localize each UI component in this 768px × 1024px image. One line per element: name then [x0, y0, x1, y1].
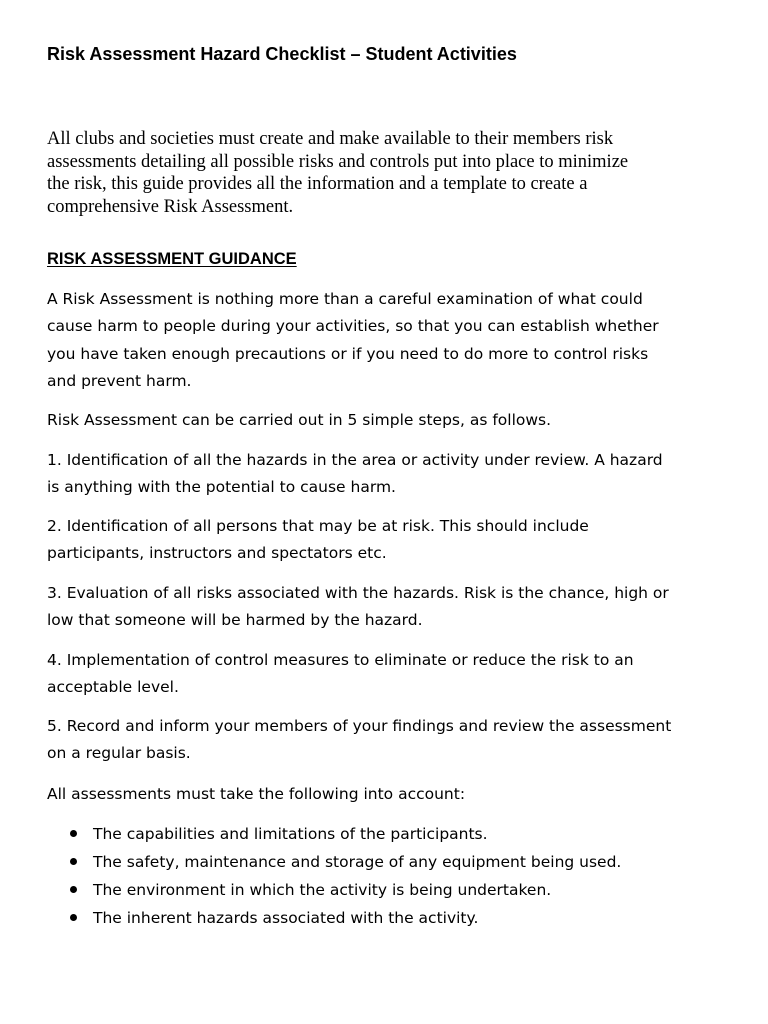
bullet-icon [70, 858, 77, 865]
step-line: is anything with the potential to cause harm. [47, 478, 396, 496]
bullet-icon [70, 914, 77, 921]
step-line: 4. Implementation of control measures to eliminate or reduce the risk to an [47, 651, 634, 669]
list-item [66, 820, 621, 848]
list-item [66, 904, 621, 932]
definition-line: cause harm to people during your activities, so that you can establish whether [47, 317, 659, 336]
step-line: acceptable level. [47, 678, 179, 696]
definition-line: and prevent harm. [47, 371, 192, 390]
bullet-icon [70, 830, 77, 837]
account-intro-paragraph [47, 781, 737, 808]
step-1-paragraph [47, 447, 737, 501]
bullet-icon [70, 886, 77, 893]
definition-line: A Risk Assessment is nothing more than a careful examination of what could [47, 290, 643, 308]
steps-intro-line: Risk Assessment can be carried out in 5 simple steps, as follows. [47, 411, 552, 429]
document-title: Risk Assessment Hazard Checklist – Student Activities [47, 44, 517, 64]
list-item [66, 848, 621, 876]
step-4-paragraph [47, 647, 737, 701]
list-item-text: The environment in which the activity is being undertaken. [93, 881, 552, 899]
step-line: 5. Record and inform your members of your findings and review the assessment [47, 717, 672, 735]
definition-paragraph [47, 286, 737, 395]
intro-line: comprehensive Risk Assessment. [47, 196, 294, 217]
intro-line: All clubs and societies must create and make available to their members risk [47, 129, 614, 149]
step-line: 3. Evaluation of all risks associated with the hazards. Risk is the chance, high or [47, 584, 669, 602]
intro-paragraph [47, 128, 747, 218]
step-2-paragraph [47, 513, 737, 567]
step-line: 2. Identification of all persons that may be at risk. This should include [47, 517, 589, 535]
intro-line: the risk, this guide provides all the information and a template to create a [47, 174, 588, 194]
steps-intro-paragraph [47, 407, 737, 434]
step-line: participants, instructors and spectators etc. [47, 544, 387, 562]
step-3-paragraph [47, 580, 737, 634]
step-5-paragraph [47, 713, 737, 767]
step-line: low that someone will be harmed by the hazard. [47, 611, 423, 629]
section-heading: RISK ASSESSMENT GUIDANCE [47, 250, 297, 268]
list-item-text: The inherent hazards associated with the activity. [93, 909, 479, 927]
account-intro-line: All assessments must take the following into account: [47, 785, 466, 803]
considerations-list [66, 820, 621, 932]
step-line: 1. Identification of all the hazards in the area or activity under review. A hazard [47, 451, 663, 469]
step-line: on a regular basis. [47, 744, 191, 762]
list-item-text: The safety, maintenance and storage of any equipment being used. [93, 853, 622, 871]
intro-line: assessments detailing all possible risks and controls put into place to minimize [47, 151, 629, 172]
definition-line: you have taken enough precautions or if you need to do more to control risks [47, 344, 649, 363]
list-item [66, 876, 621, 904]
list-item-text: The capabilities and limitations of the participants. [93, 825, 488, 843]
